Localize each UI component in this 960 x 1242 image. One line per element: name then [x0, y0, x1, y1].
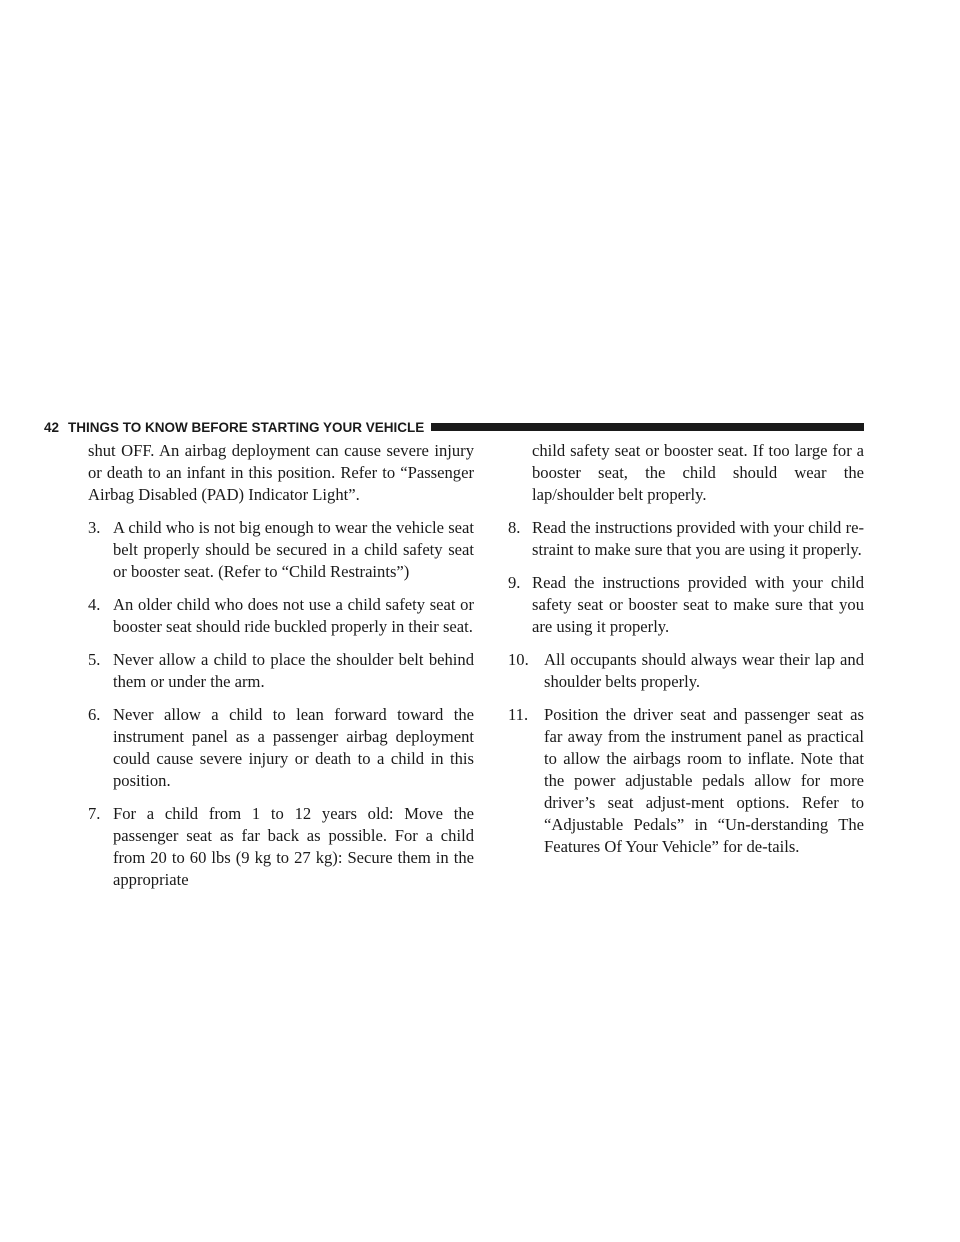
item-number: 3. [88, 518, 101, 537]
continuation-text: shut OFF. An airbag deployment can cause severe injury or death to an infant in this position. Refer to “Passenger Airbag Disabled (PAD) Indicator Light”. [88, 441, 474, 504]
left-column [88, 440, 474, 902]
item-text: Never allow a child to place the shoulder belt behind them or under the arm. [113, 650, 474, 691]
item-number: 9. [508, 573, 521, 592]
item-number: 11. [508, 705, 529, 724]
list-item [88, 803, 474, 891]
list-item [508, 649, 864, 693]
section-title: THINGS TO KNOW BEFORE STARTING YOUR VEHICLE [68, 419, 425, 435]
item-number: 10. [508, 650, 529, 669]
item-number: 5. [88, 650, 101, 669]
item-number: 6. [88, 705, 101, 724]
item-text: A child who is not big enough to wear the vehicle seat belt properly should be secured in a child safety seat or booster seat. (Refer to “Child Restraints”) [113, 518, 474, 581]
list-item [88, 649, 474, 693]
page-number: 42 [44, 419, 60, 435]
continuation-text: child safety seat or booster seat. If too large for a booster seat, the child should wear the lap/shoulder belt properly. [532, 441, 864, 504]
item-number: 7. [88, 804, 101, 823]
list-item [88, 704, 474, 792]
list-item [88, 517, 474, 583]
item-text: Read the instructions provided with your child safety seat or booster seat to make sure that you are using it properly. [532, 573, 864, 636]
list-item [88, 594, 474, 638]
list-item [508, 517, 864, 561]
item-text: Read the instructions provided with your child re-straint to make sure that you are using it properly. [532, 518, 864, 559]
list-item [508, 704, 864, 858]
item-text: For a child from 1 to 12 years old: Move the passenger seat as far back as possible. For a child from 20 to 60 lbs (9 kg to 27 kg): Secure them in the appropriate [113, 804, 474, 889]
item-text: An older child who does not use a child safety seat or booster seat should ride buckled properly in their seat. [113, 595, 474, 636]
item-text: All occupants should always wear their lap and shoulder belts properly. [544, 650, 864, 691]
item-text: Never allow a child to lean forward toward the instrument panel as a passenger airbag deployment could cause severe injury or death to a child in this position. [113, 705, 474, 790]
page-header [44, 417, 864, 437]
item-number: 4. [88, 595, 101, 614]
item-text: Position the driver seat and passenger seat as far away from the instrument panel as practical to allow the airbags room to inflate. Note that the power adjustable pedals allow for more driver’s seat adjust-ment options. Refer to “Adjustable Pedals” in “Un-derstanding The Features Of Your Vehicle” for de-tails. [544, 705, 864, 856]
list-item [508, 572, 864, 638]
header-rule [431, 423, 864, 431]
item-number: 8. [508, 518, 521, 537]
right-column [508, 440, 864, 869]
